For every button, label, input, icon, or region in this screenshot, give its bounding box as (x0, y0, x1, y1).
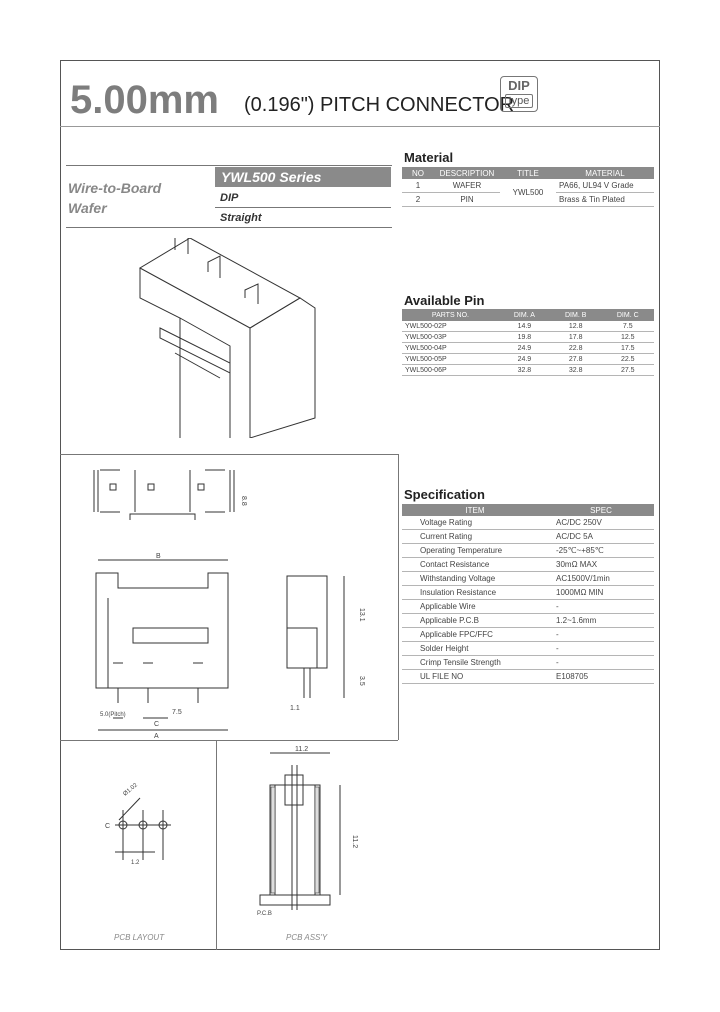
assy-housing (270, 785, 320, 895)
dim-c: C (154, 721, 160, 728)
pin-dim-a: 24.9 (499, 343, 550, 354)
iso-latch (160, 328, 230, 373)
top-view-right-bracket (205, 470, 234, 512)
pin-part: YWL500-04P (402, 343, 499, 354)
category-line2: Wafer (68, 200, 107, 216)
title-pitch: 5.00mm (70, 78, 219, 122)
pin-row (402, 321, 654, 332)
series-name: YWL500 Series (215, 167, 391, 187)
material-no: 1 (402, 179, 434, 193)
dip-type-badge (500, 76, 538, 112)
header-divider (60, 126, 660, 127)
material-shared-title: YWL500 (500, 179, 556, 207)
pin-part: YWL500-03P (402, 332, 499, 343)
material-col-desc: DESCRIPTION (434, 167, 500, 179)
spec-item: Solder Height (402, 642, 548, 656)
assy-walls (275, 785, 315, 895)
pin-dim-a: 19.8 (499, 332, 550, 343)
dim-1-1: 1.1 (290, 705, 300, 712)
spec-item: Applicable P.C.B (402, 614, 548, 628)
material-desc: WAFER (434, 179, 500, 193)
pcb-layout-drawing (95, 780, 205, 880)
pin-col-a: DIM. A (499, 309, 550, 321)
assy-dim-11-2a: 11.2 (295, 746, 309, 753)
series-top-line (66, 165, 392, 166)
dim-13-1: 13.1 (358, 608, 365, 622)
spec-item: Contact Resistance (402, 558, 548, 572)
spec-item: Applicable FPC/FFC (402, 628, 548, 642)
spec-value: AC/DC 5A (548, 530, 654, 544)
top-view-drawing (90, 462, 250, 522)
spec-row (402, 530, 654, 544)
material-desc: PIN (434, 193, 500, 207)
specification-table (402, 504, 654, 684)
spec-item: UL FILE NO (402, 670, 548, 684)
mount-line (215, 207, 391, 208)
dim-7-5: 7.5 (172, 709, 182, 716)
pin-dim-c: 12.5 (602, 332, 654, 343)
spec-value: AC1500V/1min (548, 572, 654, 586)
pin-dim-a: 14.9 (499, 321, 550, 332)
dim-8-8: 8.8 (240, 496, 247, 506)
specification-title: Specification (404, 487, 485, 502)
spec-row (402, 586, 654, 600)
dim-pitch: 5.0(Pitch) (100, 712, 126, 718)
pin-row (402, 332, 654, 343)
top-view-left-bracket (94, 470, 98, 512)
pin-dim-b: 17.8 (550, 332, 602, 343)
badge-type: type (505, 94, 533, 108)
material-value: Brass & Tin Plated (556, 193, 654, 207)
material-col-material: MATERIAL (556, 167, 654, 179)
spec-row (402, 544, 654, 558)
spec-value: - (548, 656, 654, 670)
spec-value: 1000MΩ MIN (548, 586, 654, 600)
dim-b: B (156, 553, 161, 560)
pin-dim-c: 7.5 (602, 321, 654, 332)
product-category (68, 178, 161, 218)
badge-dip: DIP (508, 78, 530, 93)
drawing-divider-1 (60, 454, 398, 455)
assy-contact (285, 775, 303, 805)
spec-row (402, 628, 654, 642)
isometric-drawing (120, 238, 330, 438)
top-view-body (135, 470, 190, 512)
pin-dim-c: 17.5 (602, 343, 654, 354)
pcb-assy-drawing (255, 745, 365, 925)
pin-dim-c: 27.5 (602, 365, 654, 376)
spec-value: AC/DC 250V (548, 516, 654, 530)
spec-item: Current Rating (402, 530, 548, 544)
assy-pin (292, 765, 297, 910)
spec-row (402, 670, 654, 684)
assy-pcb (260, 895, 330, 905)
dim-a: A (154, 733, 159, 738)
spec-value: - (548, 642, 654, 656)
spec-item: Insulation Resistance (402, 586, 548, 600)
spec-row (402, 614, 654, 628)
front-view-dim-lines (98, 718, 228, 730)
iso-top-face (140, 238, 300, 328)
spec-row (402, 642, 654, 656)
pin-dim-c: 22.5 (602, 354, 654, 365)
assy-pcb-label: P.C.B (257, 911, 272, 917)
material-title: Material (404, 150, 454, 165)
pin-part: YWL500-06P (402, 365, 499, 376)
side-view-pin (304, 668, 310, 698)
pin-row (402, 343, 654, 354)
assy-hatch-right (315, 787, 319, 893)
spec-value: - (548, 628, 654, 642)
top-view-latch (130, 514, 195, 520)
spec-item: Operating Temperature (402, 544, 548, 558)
pin-col-c: DIM. C (602, 309, 654, 321)
drawing-divider-v (398, 454, 399, 740)
spec-value: - (548, 600, 654, 614)
top-view-pin-3 (198, 484, 204, 490)
pin-dim-b: 27.8 (550, 354, 602, 365)
iso-pin-2 (208, 256, 220, 278)
spec-row (402, 572, 654, 586)
front-view-pin-stubs (118, 688, 198, 703)
spec-col-item: ITEM (402, 504, 548, 516)
pcb-hole-leader (119, 798, 140, 820)
material-value: PA66, UL94 V Grade (556, 179, 654, 193)
side-view-drawing (282, 568, 372, 718)
material-col-no: NO (402, 167, 434, 179)
top-view-left-rail (100, 470, 120, 512)
front-view-latch (108, 598, 208, 688)
pcb-hole-dia: Ø1.02 (122, 782, 139, 798)
title-connector: (0.196") PITCH CONNECTOR (244, 94, 515, 116)
material-no: 2 (402, 193, 434, 207)
pin-dim-a: 24.9 (499, 354, 550, 365)
pin-dim-b: 22.8 (550, 343, 602, 354)
pin-part: YWL500-02P (402, 321, 499, 332)
pcb-dim-c: C (105, 823, 111, 830)
spec-col-spec: SPEC (548, 504, 654, 516)
pin-row (402, 354, 654, 365)
spec-item: Voltage Rating (402, 516, 548, 530)
pcb-divider (216, 740, 217, 950)
iso-side-face (250, 298, 315, 438)
spec-row (402, 600, 654, 614)
pin-dim-b: 32.8 (550, 365, 602, 376)
available-pin-table (402, 309, 654, 376)
pin-col-part: PARTS NO. (402, 309, 499, 321)
spec-item: Applicable Wire (402, 600, 548, 614)
spec-item: Withstanding Voltage (402, 572, 548, 586)
material-table (402, 167, 654, 207)
pcb-dim-1-2: 1.2 (131, 860, 140, 866)
orientation: Straight (220, 212, 262, 224)
pin-part: YWL500-05P (402, 354, 499, 365)
side-view-inner (287, 628, 317, 668)
dim-3-5: 3.5 (358, 676, 365, 686)
series-bottom-line (66, 227, 392, 228)
pcb-layout-label: PCB LAYOUT (114, 933, 165, 942)
spec-value: 1.2~1.6mm (548, 614, 654, 628)
mount-type: DIP (220, 192, 239, 204)
pin-row (402, 365, 654, 376)
top-view-pin-1 (110, 484, 116, 490)
iso-left-edge (140, 268, 180, 438)
spec-value: E108705 (548, 670, 654, 684)
front-view-drawing (88, 548, 238, 738)
available-pin-title: Available Pin (404, 293, 485, 308)
spec-value: 30mΩ MAX (548, 558, 654, 572)
spec-item: Crimp Tensile Strength (402, 656, 548, 670)
material-row (402, 179, 654, 193)
pin-dim-a: 32.8 (499, 365, 550, 376)
assy-dim-11-2b: 11.2 (351, 835, 358, 849)
pcb-assy-label: PCB ASS'Y (286, 933, 328, 942)
iso-inner-wall (180, 318, 230, 438)
drawing-divider-2 (60, 740, 398, 741)
pin-dim-b: 12.8 (550, 321, 602, 332)
spec-value: -25℃~+85℃ (548, 544, 654, 558)
spec-row (402, 656, 654, 670)
pin-col-b: DIM. B (550, 309, 602, 321)
side-view-body (287, 576, 327, 668)
top-view-pin-2 (148, 484, 154, 490)
spec-row (402, 516, 654, 530)
iso-pin-3 (245, 284, 258, 304)
assy-hatch-left (271, 787, 275, 893)
category-line1: Wire-to-Board (68, 180, 162, 196)
material-col-title: TITLE (500, 167, 556, 179)
spec-row (402, 558, 654, 572)
